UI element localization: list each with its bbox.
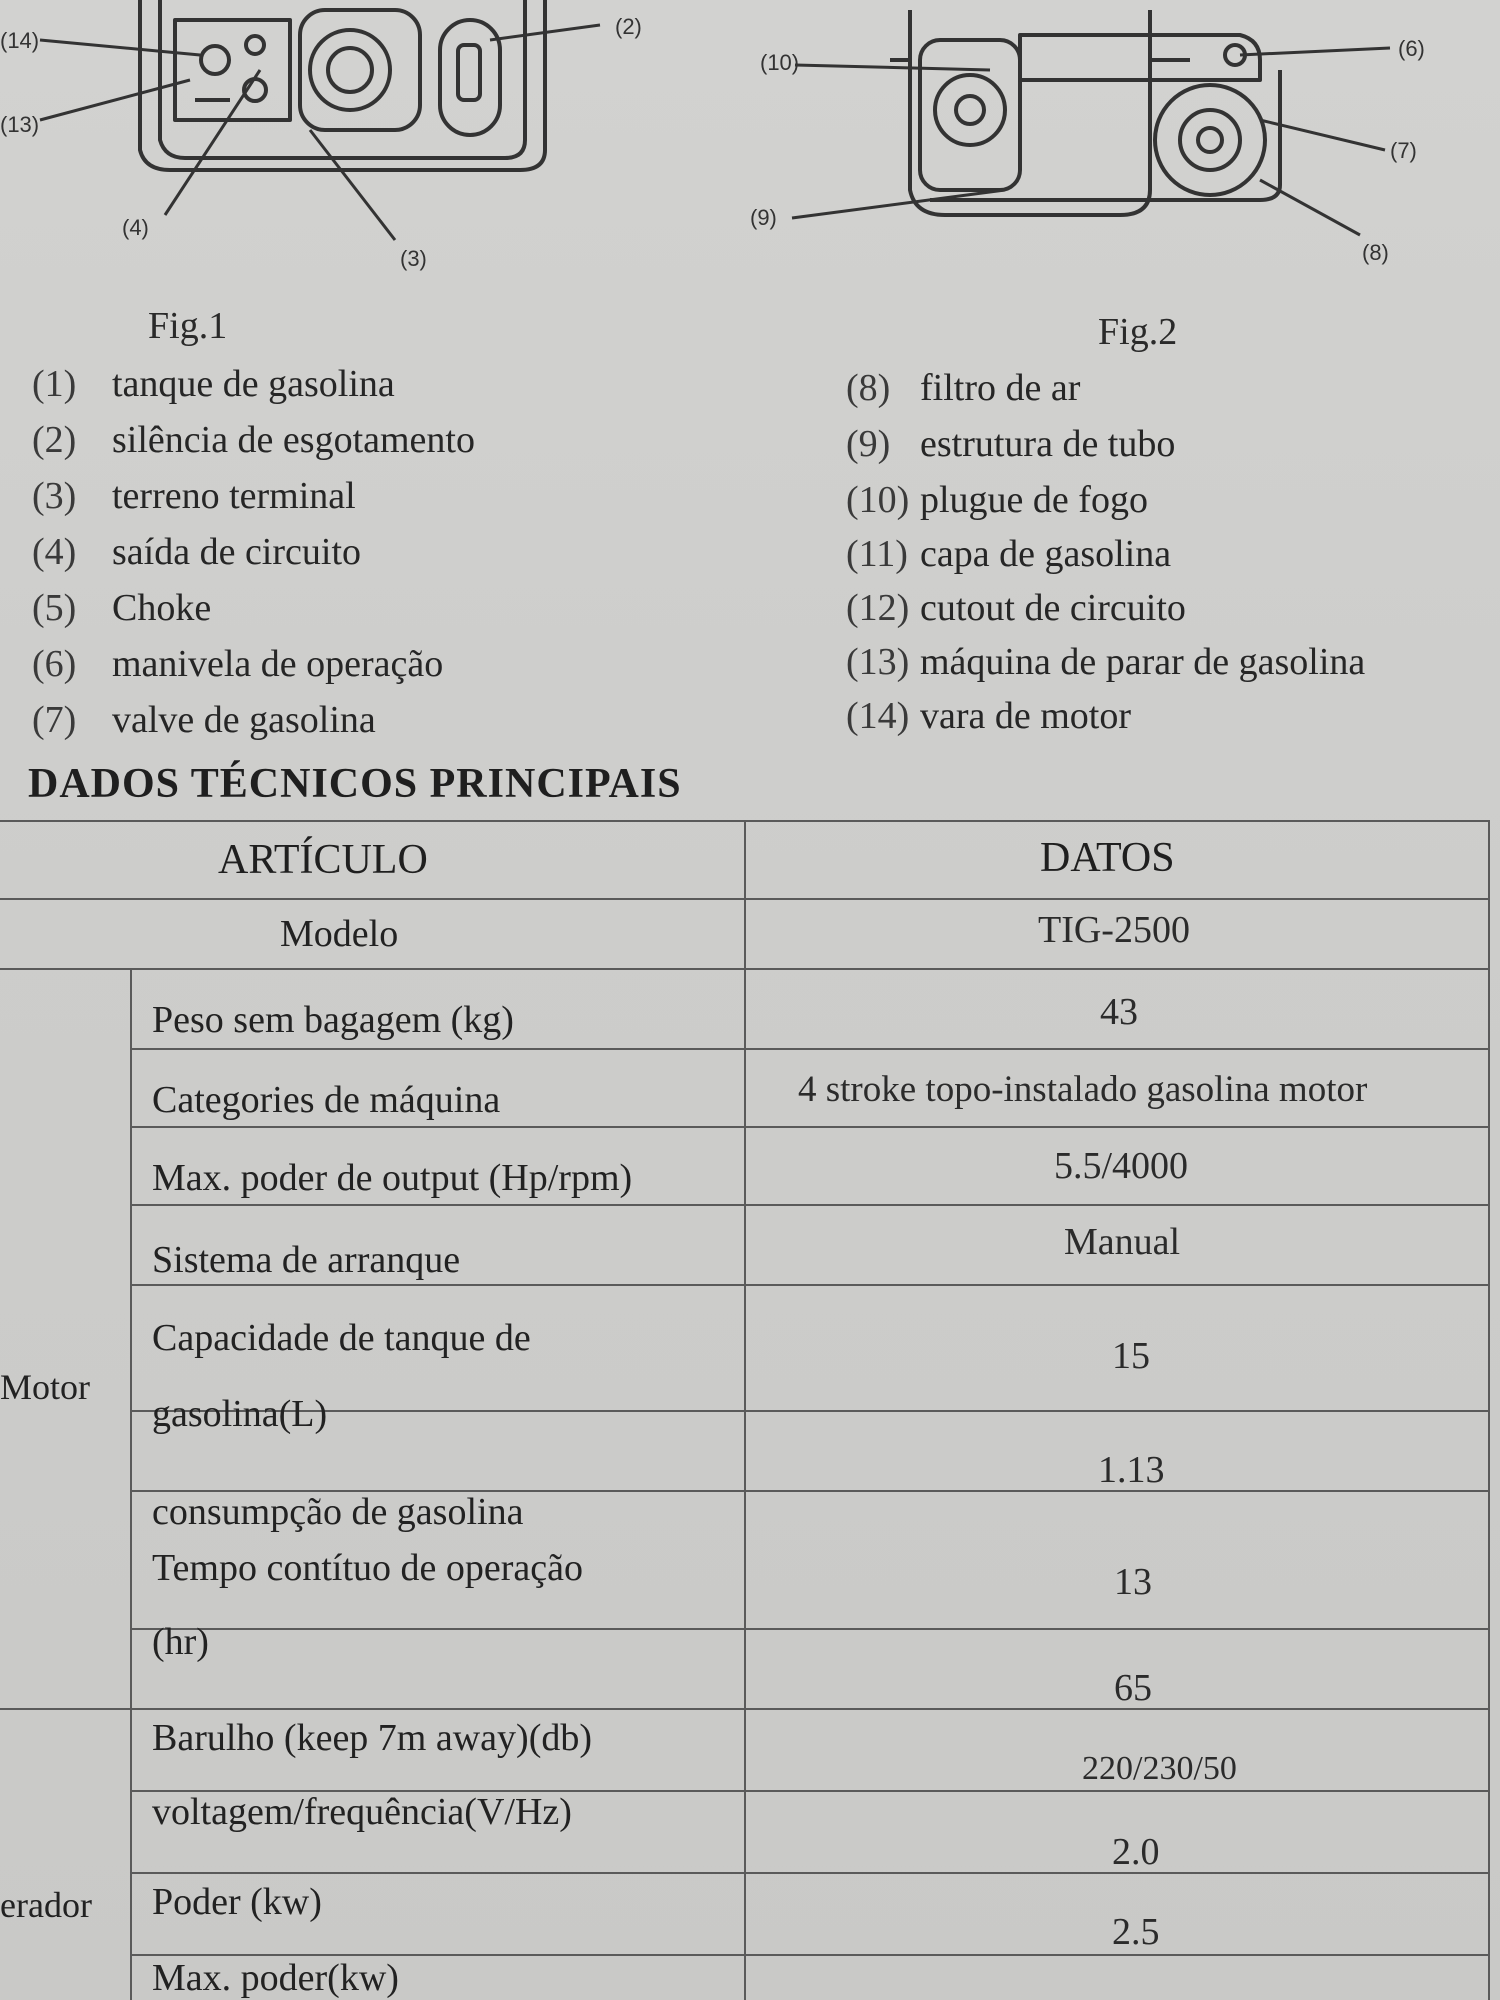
fig1-callout-3: (3) [400,246,427,271]
legend-item-14: (14) vara de motor [846,695,1132,737]
model-label: Modelo [280,913,399,955]
row-value-engine-category: 4 stroke topo-instalado gasolina motor [798,1069,1368,1110]
row-value-fuel-consumption: 1.13 [1098,1449,1165,1491]
row-label-voltage-frequency: voltagem/frequência(V/Hz) [152,1791,572,1833]
figure-1-caption: Fig.1 [148,305,228,347]
row-value-max-power: 2.5 [1112,1911,1160,1953]
table-column-divider [744,820,746,2000]
table-divider [130,1048,1490,1050]
legend-item-8: (8) filtro de ar [846,367,1081,409]
fig1-callout-4: (4) [122,215,149,240]
row-label-max-power: Max. poder(kw) [152,1957,399,1999]
fig2-callout-9: (9) [750,205,777,230]
legend-item-3: (3) terreno terminal [32,475,356,517]
row-value-run-time: 13 [1114,1561,1152,1603]
model-value: TIG-2500 [1038,909,1190,951]
table-divider [130,1872,1490,1874]
row-value-power: 2.0 [1112,1831,1160,1873]
table-group-divider [130,968,132,2000]
fig2-callout-10: (10) [760,50,800,75]
row-label-weight: Peso sem bagagem (kg) [152,999,514,1041]
row-value-tank-capacity: 15 [1112,1335,1150,1377]
specifications-table [0,820,1500,2000]
row-label-fuel-consumption: consumpção de gasolina [152,1491,524,1533]
legend-item-7: (7) valve de gasolina [32,699,376,741]
table-divider [130,1628,1490,1630]
row-value-max-output: 5.5/4000 [1054,1145,1189,1187]
row-label-tank-capacity-line2: gasolina(L) [152,1393,328,1435]
figure-2-caption: Fig.2 [1098,311,1178,353]
fig2-callout-7: (7) [1390,138,1417,163]
row-label-start-system: Sistema de arranque [152,1239,461,1281]
legend-item-10: (10) plugue de fogo [846,479,1148,521]
row-label-noise: Barulho (keep 7m away)(db) [152,1717,593,1759]
table-divider [130,1204,1490,1206]
legend-item-9: (9) estrutura de tubo [846,423,1176,465]
row-label-power: Poder (kw) [152,1881,322,1923]
row-label-engine-category: Categories de máquina [152,1079,501,1121]
row-value-voltage-frequency: 220/230/50 [1082,1750,1237,1787]
row-label-run-time: Tempo contítuo de operação [152,1547,584,1589]
row-label-max-output: Max. poder de output (Hp/rpm) [152,1157,633,1199]
fig2-callout-8: (8) [1362,240,1389,265]
table-divider [130,1284,1490,1286]
row-value-start-system: Manual [1064,1221,1181,1263]
row-label-run-time-line2: (hr) [152,1621,209,1663]
header-item: ARTÍCULO [218,837,428,883]
row-value-weight: 43 [1100,991,1138,1033]
table-divider [130,1126,1490,1128]
group-motor: Motor [0,1367,90,1407]
fig2-callout-6: (6) [1398,36,1425,61]
legend-item-2: (2) silência de esgotamento [32,419,475,461]
legend-item-1: (1) tanque de gasolina [32,363,395,405]
row-label-tank-capacity: Capacidade de tanque de [152,1317,531,1359]
row-value-noise: 65 [1114,1667,1152,1709]
legend-item-13: (13) máquina de parar de gasolina [846,641,1366,683]
table-border-right [1488,820,1490,2000]
fig1-callout-13: (13) [0,112,40,137]
legend-item-5: (5) Choke [32,587,212,629]
table-divider [130,1410,1490,1412]
header-data: DATOS [1040,835,1175,881]
section-title: DADOS TÉCNICOS PRINCIPAIS [28,761,682,807]
legend-item-6: (6) manivela de operação [32,643,444,685]
legend-item-11: (11) capa de gasolina [846,533,1172,575]
parts-legend [0,0,1500,760]
fig1-callout-2: (2) [615,14,642,39]
fig1-callout-14: (14) [0,28,40,53]
legend-item-12: (12) cutout de circuito [846,587,1186,629]
group-generator: erador [0,1885,92,1925]
legend-item-4: (4) saída de circuito [32,531,362,573]
